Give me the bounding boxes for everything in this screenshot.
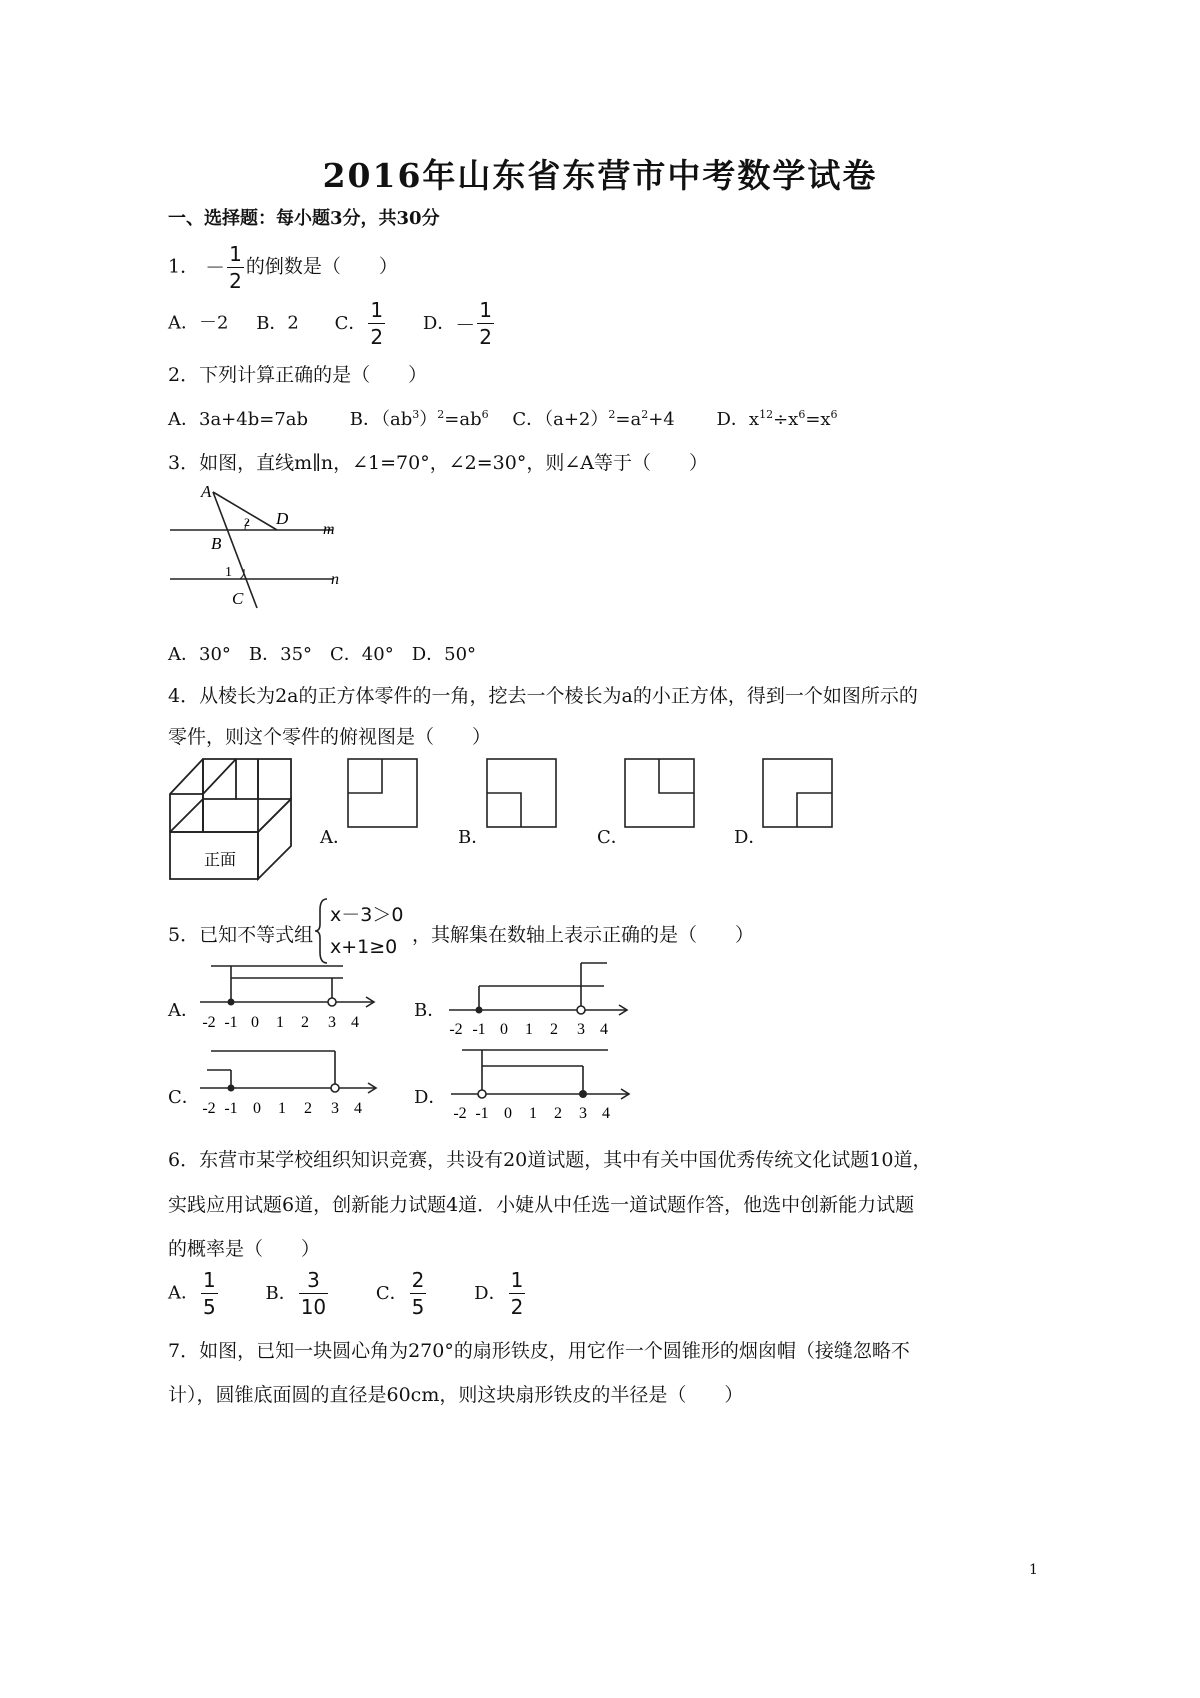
svg-text:2: 2 [550,1021,558,1038]
tick-labels [202,1014,359,1031]
option-c-label: C． [168,1087,200,1108]
label-angle-1: 1 [225,565,232,580]
option-b-fraction: $\frac{3}{10}$ [300,1268,327,1319]
svg-text:-2: -2 [453,1105,467,1122]
question-number: 1． [168,255,200,278]
svg-text:0: 0 [504,1105,512,1122]
question-6-line-2: 实践应用试题6道，创新能力试题4道．小婕从中任选一道试题作答，他选中创新能力试题 [168,1194,915,1216]
option-c: C．$(a+2)^2=a^2+4$ [512,408,675,430]
svg-text:4: 4 [354,1100,362,1117]
page-number: 1 [1029,1562,1038,1578]
option-b-label: B． [414,1000,446,1021]
option-d-label: D． [734,827,767,848]
svg-text:3: 3 [328,1014,336,1031]
option-c-fraction: $\frac{2}{5}$ [411,1268,425,1319]
option-c-label: C． [597,827,629,848]
svg-text:1: 1 [276,1014,284,1031]
front-label: 正面 [204,852,237,869]
svg-text:4: 4 [602,1105,610,1122]
question-6-line-3: 的概率是（ ） [168,1238,321,1260]
svg-text:2: 2 [554,1105,562,1122]
svg-text:-1: -1 [475,1105,489,1122]
fraction: $\frac{1}{2}$ [229,242,242,293]
svg-text:3: 3 [331,1100,339,1117]
top-view-option-a [347,758,419,828]
question-text: 的倒数是（ ） [245,255,398,278]
option-a-fraction: $\frac{1}{5}$ [203,1268,216,1319]
question-7-line-2: 计），圆锥底面圆的直径是60cm，则这块扇形铁皮的半径是（ ） [168,1384,744,1406]
label-D: D [276,509,289,528]
inequality-1: x－3＞0 [330,904,404,926]
svg-text:-2: -2 [202,1014,216,1031]
option-d-label: D． [422,312,456,334]
top-view-option-c [624,758,696,828]
svg-text:1: 1 [529,1105,537,1122]
option-b-label: B． [265,1282,297,1304]
option-c-label: C． [375,1282,408,1304]
question-6-line-1: 6．东营市某学校组织知识竞赛，共设有20道试题，其中有关中国优秀传统文化试题10道， [168,1149,932,1171]
svg-text:-1: -1 [224,1100,238,1117]
option-d: D．$x^{12}\div x^6=x^6$ [716,408,838,430]
svg-text:-1: -1 [472,1021,486,1038]
option-d-label: D． [414,1087,447,1108]
question-3: 3．如图，直线m∥n，∠1=70°，∠2=30°，则∠A等于（ ） [168,452,708,474]
question-2: 2．下列计算正确的是（ ） [168,364,428,386]
option-b-label: B． [458,827,490,848]
label-C: C [232,589,244,608]
svg-text:2: 2 [304,1100,312,1117]
option-b: B．$(ab^3)^2=ab^6$ [349,408,489,430]
top-view-option-d [762,758,834,828]
number-line-a [195,958,385,1033]
svg-text:0: 0 [253,1100,261,1117]
svg-text:4: 4 [600,1021,608,1038]
question-6-options [168,1270,527,1317]
section-heading: 一、选择题：每小题3分，共30分 [168,208,440,229]
number-line-c [195,1046,385,1118]
svg-text:-2: -2 [449,1021,463,1038]
left-brace-icon [313,896,331,966]
svg-text:4: 4 [351,1014,359,1031]
option-b-value: 2 [287,312,299,334]
label-B: B [211,534,222,553]
option-a-value: －2 [199,312,229,334]
question-4-line-1: 4．从棱长为2a的正方体零件的一角，挖去一个棱长为a的小正方体，得到一个如图所示的 [168,685,918,707]
option-c-fraction: $\frac{1}{2}$ [370,298,384,349]
option-a: A．3a+4b=7ab [168,409,309,430]
question-1-options [168,300,496,347]
number-line-b [444,958,634,1038]
svg-text:-1: -1 [224,1014,238,1031]
question-4-line-2: 零件，则这个零件的俯视图是（ ） [168,726,492,748]
option-d-fraction: $\frac{1}{2}$ [510,1268,524,1319]
option-d-fraction: $\frac{1}{2}$ [479,298,493,349]
option-a-label: A． [168,1282,199,1304]
cube-figure [166,757,296,885]
label-angle-2: 2 [244,515,250,529]
minus-sign: － [455,313,476,337]
question-5-post: ，其解集在数轴上表示正确的是（ ） [412,924,755,946]
svg-text:1: 1 [278,1100,286,1117]
option-b-label: B． [256,312,288,334]
label-m: m [323,521,335,538]
tick-labels [202,1100,362,1117]
option-a-label: A． [320,827,351,848]
svg-text:-2: -2 [202,1100,216,1117]
svg-text:2: 2 [301,1014,309,1031]
svg-text:3: 3 [579,1105,587,1122]
option-c-label: C． [334,312,367,334]
option-d-label: D． [474,1282,507,1304]
svg-text:0: 0 [251,1014,259,1031]
svg-text:3: 3 [577,1021,585,1038]
number-line-d [446,1046,636,1122]
option-a-label: A． [168,1000,199,1021]
question-5-pre: 5．已知不等式组 [168,924,314,946]
tick-labels [449,1021,608,1038]
minus-sign: － [205,255,226,280]
label-A: A [201,482,212,501]
inequality-2: x+1≥0 [330,936,398,958]
question-2-options [168,405,838,431]
top-view-option-b [486,758,558,828]
option-a-label: A． [168,312,199,334]
svg-text:1: 1 [525,1021,533,1038]
tick-labels [453,1105,610,1122]
label-n: n [331,571,339,588]
question-1 [168,244,398,291]
parallel-lines-figure [165,478,355,614]
svg-text:0: 0 [500,1021,508,1038]
question-7-line-1: 7．如图，已知一块圆心角为270°的扇形铁皮，用它作一个圆锥形的烟囱帽（接缝忽略不 [168,1340,910,1362]
page-title: 2016年山东省东营市中考数学试卷 [322,156,878,195]
question-3-options: A．30° B．35° C．40° D．50° [168,644,477,665]
